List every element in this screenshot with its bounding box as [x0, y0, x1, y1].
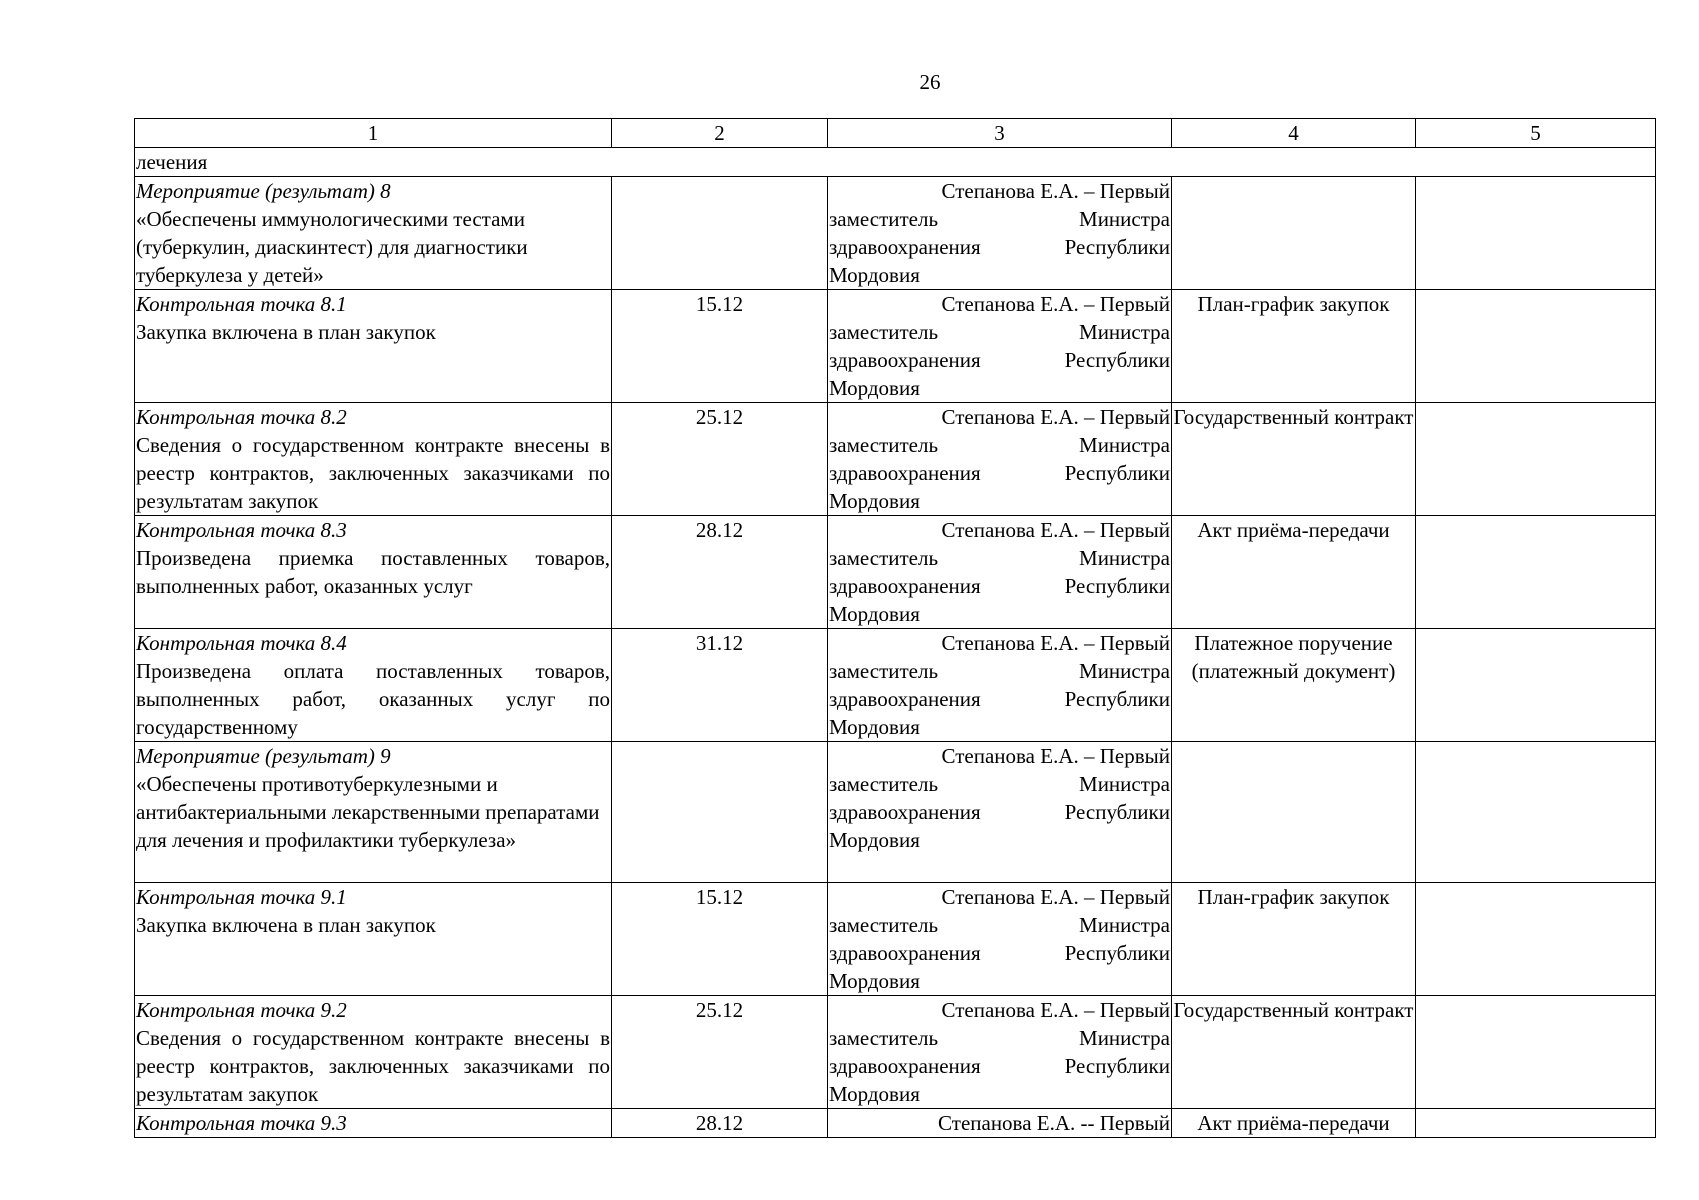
event-cell [135, 177, 612, 290]
deadline-cell: 28.12 [612, 516, 828, 629]
event-cell [135, 883, 612, 996]
document-cell: Платежное поручение (платежный документ) [1172, 629, 1416, 742]
document-cell: План-график закупок [1172, 290, 1416, 403]
deadline-cell: 31.12 [612, 629, 828, 742]
event-label: Контрольная точка 8.1 [136, 292, 347, 316]
table-row [135, 629, 1656, 742]
responsible-name: Степанова Е.А. – Первый [941, 998, 1170, 1022]
responsible-name: Степанова Е.А. -- Первый [938, 1111, 1170, 1135]
event-label: Мероприятие (результат) 9 [136, 744, 391, 768]
event-label: Контрольная точка 8.2 [136, 405, 347, 429]
responsible-cell [828, 629, 1172, 742]
page-number: 26 [919, 70, 941, 94]
event-description: Произведена оплата поставленных товаров, выполненных работ, оказанных услуг по государственному [136, 659, 610, 739]
responsible-cell [828, 742, 1172, 883]
table-row [135, 516, 1656, 629]
document-cell: Государственный контракт [1172, 996, 1416, 1109]
event-cell [135, 629, 612, 742]
section-continuation-row [135, 148, 1656, 177]
responsible-cell [828, 290, 1172, 403]
responsible-cell [828, 177, 1172, 290]
table-row [135, 742, 1656, 883]
responsible-position: заместитель Министра здравоохранения Республики Мордовия [829, 433, 1170, 513]
event-description: Сведения о государственном контракте внесены в реестр контрактов, заключенных заказчиками по результатам закупок [136, 1026, 610, 1106]
responsible-position: заместитель Министра здравоохранения Республики Мордовия [829, 659, 1170, 739]
responsible-name: Степанова Е.А. – Первый [941, 744, 1170, 768]
responsible-name: Степанова Е.А. – Первый [941, 518, 1170, 542]
responsible-position: заместитель Министра здравоохранения Республики Мордовия [829, 1026, 1170, 1106]
document-cell: Акт приёма-передачи [1172, 1109, 1416, 1138]
responsible-position: заместитель Министра здравоохранения Республики Мордовия [829, 772, 1170, 852]
info-system-cell [1416, 177, 1656, 290]
event-description: Произведена приемка поставленных товаров, выполненных работ, оказанных услуг [136, 546, 610, 598]
event-cell [135, 290, 612, 403]
info-system-cell [1416, 883, 1656, 996]
responsible-cell [828, 403, 1172, 516]
deadline-cell: 15.12 [612, 290, 828, 403]
table-header-row [135, 119, 1656, 148]
document-cell [1172, 177, 1416, 290]
event-cell [135, 996, 612, 1109]
info-system-cell [1416, 403, 1656, 516]
column-header-4: 4 [1172, 119, 1416, 148]
deadline-cell [612, 177, 828, 290]
section-continuation-text: лечения [135, 148, 1656, 177]
responsible-name: Степанова Е.А. – Первый [941, 885, 1170, 909]
column-header-1: 1 [135, 119, 612, 148]
table-row [135, 1109, 1656, 1138]
deadline-cell: 28.12 [612, 1109, 828, 1138]
document-cell: Акт приёма-передачи [1172, 516, 1416, 629]
responsible-position: заместитель Министра здравоохранения Республики Мордовия [829, 207, 1170, 287]
info-system-cell [1416, 629, 1656, 742]
responsible-name: Степанова Е.А. – Первый [941, 631, 1170, 655]
table-row [135, 177, 1656, 290]
table-row [135, 290, 1656, 403]
responsible-position: заместитель Министра здравоохранения Республики Мордовия [829, 320, 1170, 400]
event-cell [135, 742, 612, 883]
table-row [135, 883, 1656, 996]
column-header-3: 3 [828, 119, 1172, 148]
event-description: Закупка включена в план закупок [136, 913, 436, 937]
event-label: Контрольная точка 9.2 [136, 998, 347, 1022]
event-cell [135, 1109, 612, 1138]
document-cell: План-график закупок [1172, 883, 1416, 996]
responsible-cell [828, 1109, 1172, 1138]
info-system-cell [1416, 742, 1656, 883]
event-label: Контрольная точка 8.3 [136, 518, 347, 542]
table-row [135, 996, 1656, 1109]
responsible-cell [828, 883, 1172, 996]
document-cell: Государственный контракт [1172, 403, 1416, 516]
info-system-cell [1416, 996, 1656, 1109]
event-label: Контрольная точка 9.3 [136, 1111, 347, 1135]
responsible-position: заместитель Министра здравоохранения Республики Мордовия [829, 913, 1170, 993]
responsible-cell [828, 996, 1172, 1109]
event-label: Мероприятие (результат) 8 [136, 179, 391, 203]
event-description: «Обеспечены иммунологическими тестами (туберкулин, диаскинтест) для диагностики туберкулеза у детей» [136, 207, 528, 287]
column-header-2: 2 [612, 119, 828, 148]
info-system-cell [1416, 516, 1656, 629]
responsible-name: Степанова Е.А. – Первый [941, 292, 1170, 316]
event-description: Закупка включена в план закупок [136, 320, 436, 344]
responsible-name: Степанова Е.А. – Первый [941, 405, 1170, 429]
event-label: Контрольная точка 9.1 [136, 885, 347, 909]
deadline-cell [612, 742, 828, 883]
deadline-cell: 25.12 [612, 996, 828, 1109]
info-system-cell [1416, 1109, 1656, 1138]
event-cell [135, 516, 612, 629]
event-description: Сведения о государственном контракте внесены в реестр контрактов, заключенных заказчиками по результатам закупок [136, 433, 610, 513]
responsible-cell [828, 516, 1172, 629]
plan-table [134, 118, 1656, 1138]
deadline-cell: 25.12 [612, 403, 828, 516]
info-system-cell [1416, 290, 1656, 403]
responsible-position: заместитель Министра здравоохранения Республики Мордовия [829, 546, 1170, 626]
table-row [135, 403, 1656, 516]
event-description: «Обеспечены противотуберкулезными и антибактериальными лекарственными препаратами для лечения и профилактики туберкулеза» [136, 772, 600, 852]
column-header-5: 5 [1416, 119, 1656, 148]
event-label: Контрольная точка 8.4 [136, 631, 347, 655]
document-cell [1172, 742, 1416, 883]
deadline-cell: 15.12 [612, 883, 828, 996]
event-cell [135, 403, 612, 516]
responsible-name: Степанова Е.А. – Первый [941, 179, 1170, 203]
